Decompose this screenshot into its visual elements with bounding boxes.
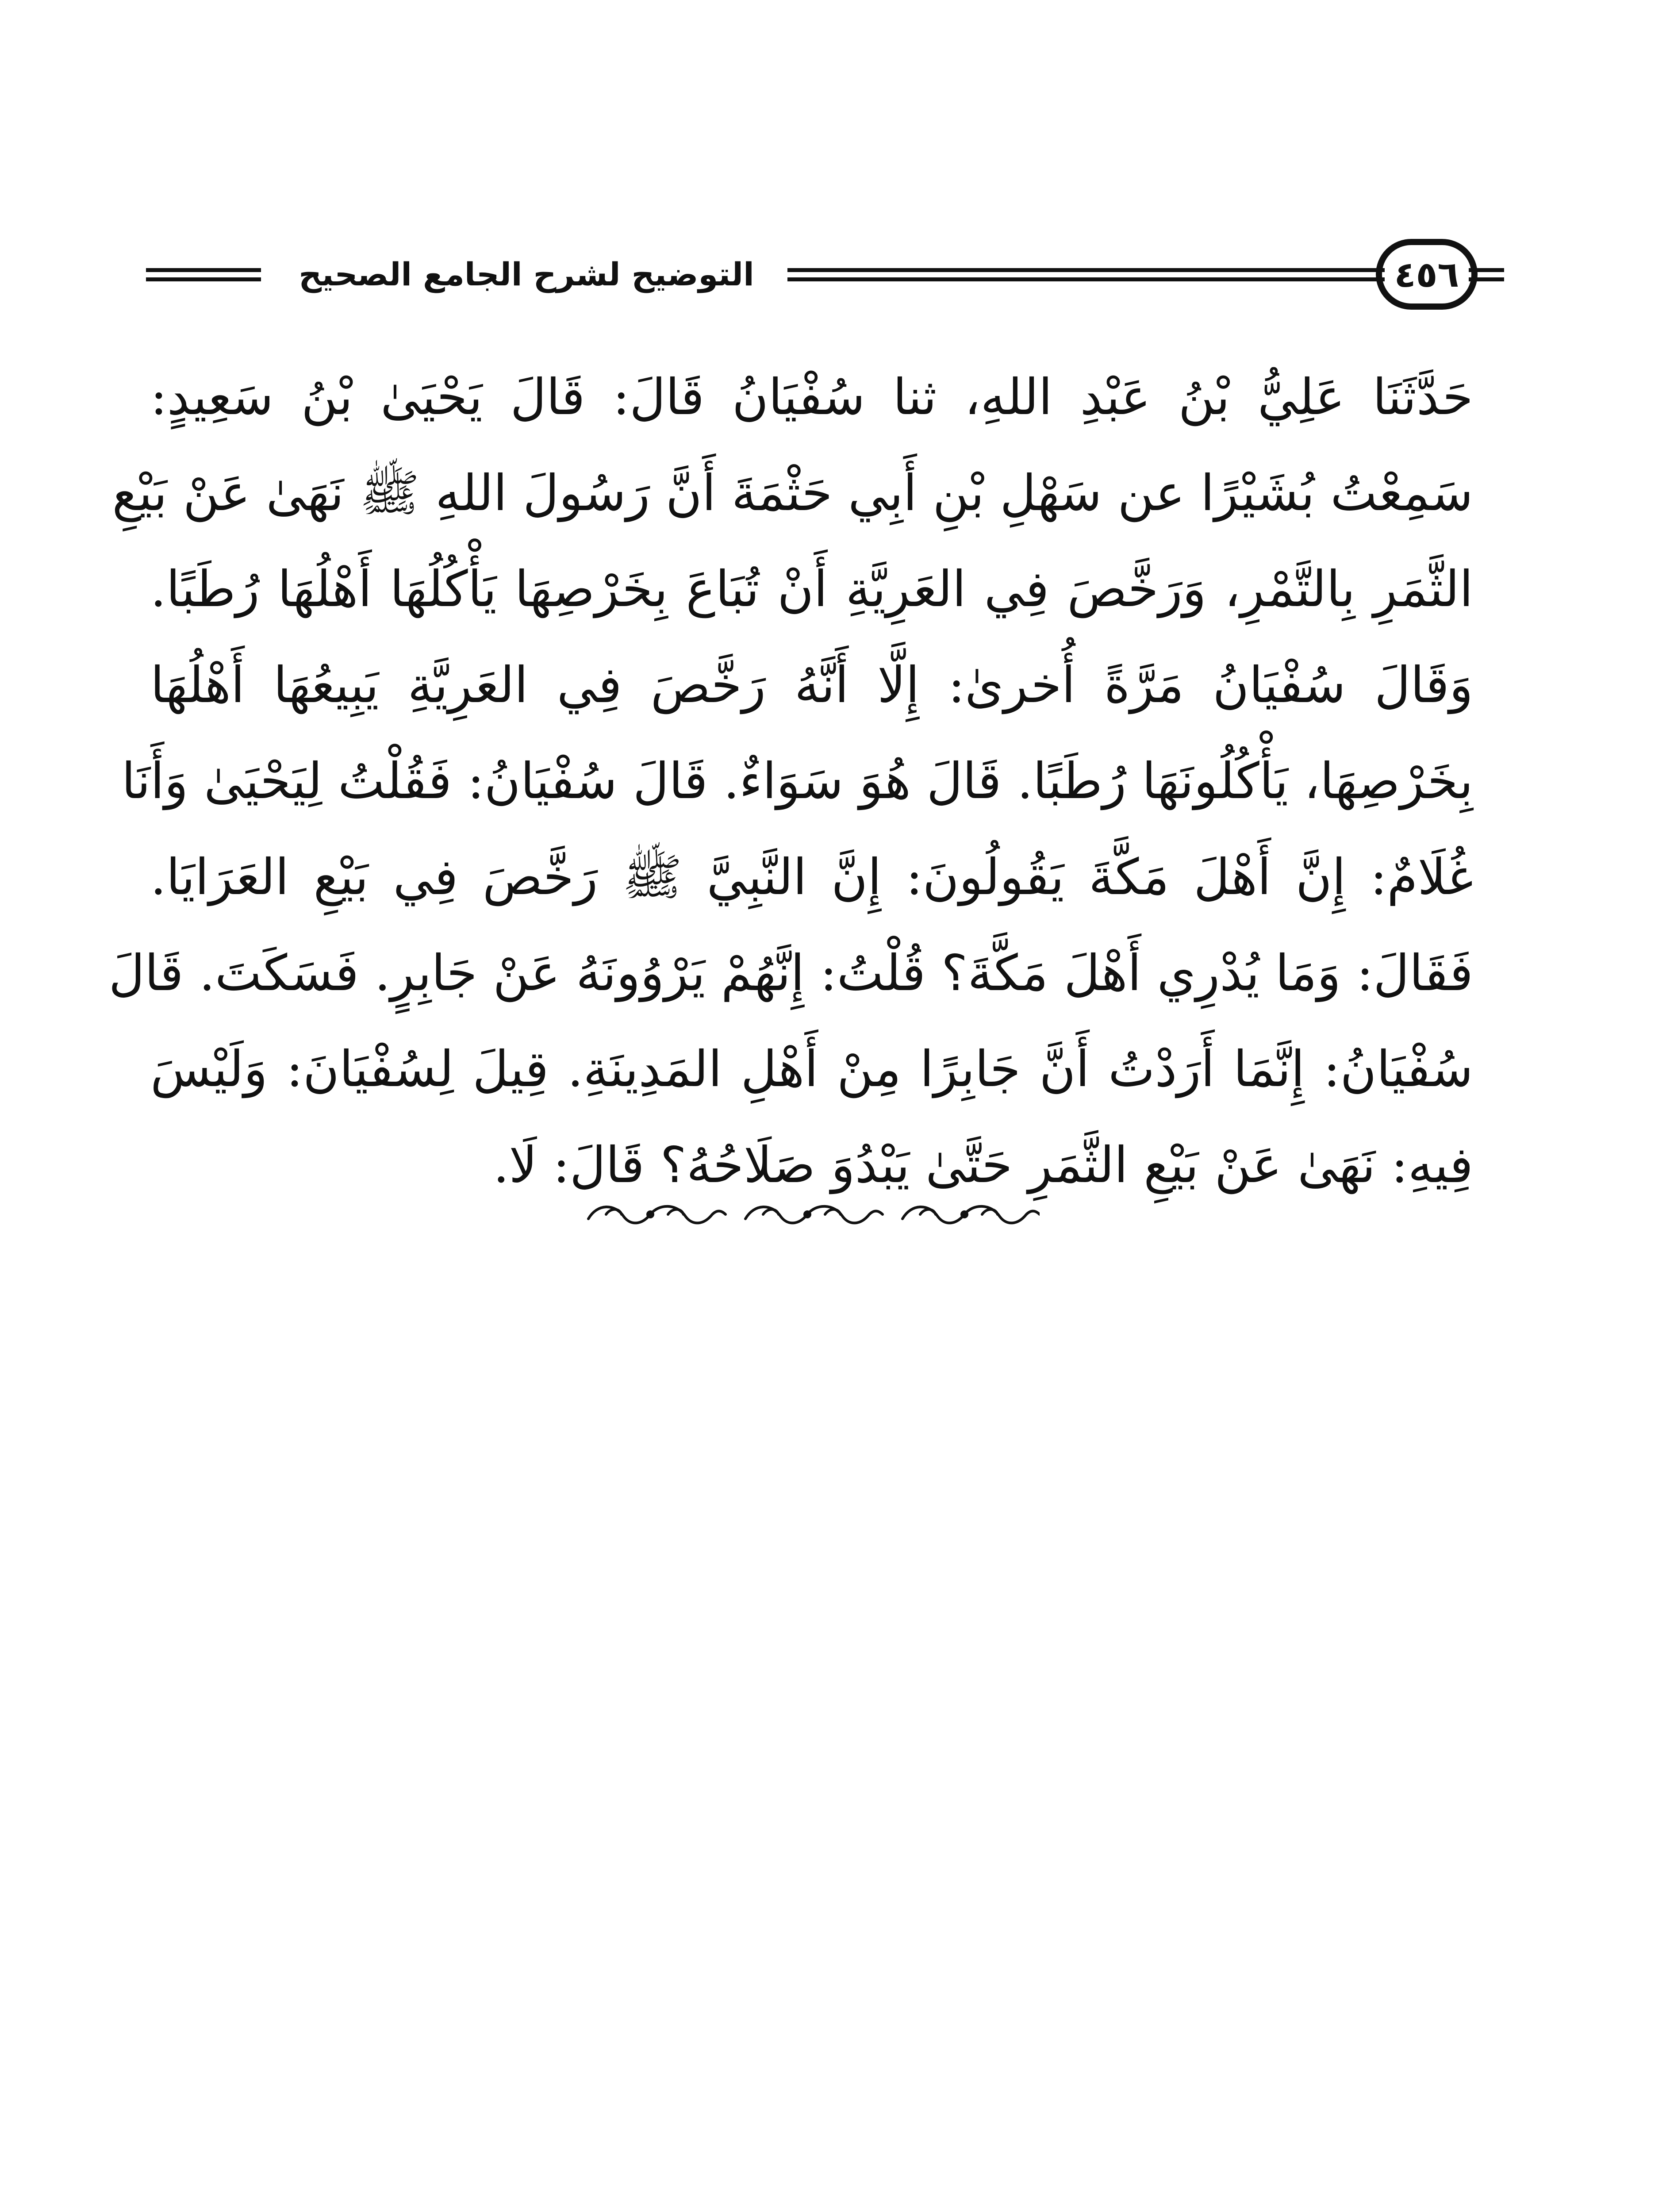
text-line-1: حَدَّثَنَا عَلِيُّ بْنُ عَبْدِ اللهِ، ثنا سُفْيَانُ قَالَ: قَالَ يَحْيَىٰ بْنُ سَعِيدٍ: [150, 369, 1473, 426]
floral-divider-icon [580, 1194, 1040, 1234]
text-line-6: غُلَامٌ: إِنَّ أَهْلَ مَكَّةَ يَقُولُونَ: إِنَّ النَّبِيَّ ﷺ رَخَّصَ فِي بَيْعِ العَرَايَا. [150, 849, 1473, 906]
header-rule-left [146, 268, 261, 281]
text-line-4: وَقَالَ سُفْيَانُ مَرَّةً أُخرىٰ: إِلَّا أَنَّهُ رَخَّصَ فِي العَرِيَّةِ يَبِيعُهَا أَهْلُهَا [150, 657, 1473, 714]
running-header [146, 239, 1491, 314]
page-number-badge [1376, 239, 1478, 310]
ornament-unit-1 [588, 1206, 726, 1223]
page-number: ٤٥٦ [1394, 253, 1459, 295]
text-line-7: فَقَالَ: وَمَا يُدْرِي أَهْلَ مَكَّةَ؟ قُلْتُ: إِنَّهُمْ يَرْوُونَهُ عَنْ جَابِرٍ. فَسَكَتَ. قَالَ [108, 945, 1473, 1002]
ornament-unit-3 [902, 1206, 1040, 1223]
hadith-text [108, 349, 1473, 1214]
text-line-5: بِخَرْصِهَا، يَأْكُلُونَهَا رُطَبًا. قَالَ هُوَ سَوَاءٌ. قَالَ سُفْيَانُ: فَقُلْتُ لِيَحْيَىٰ وَأَنَا [121, 753, 1473, 810]
ornament-unit-2 [745, 1206, 883, 1223]
text-line-9: فِيهِ: نَهَىٰ عَنْ بَيْعِ الثَّمَرِ حَتَّىٰ يَبْدُوَ صَلَاحُهُ؟ قَالَ: لَا. [493, 1137, 1473, 1194]
header-rule-right [1469, 268, 1504, 281]
running-title: التوضيح لشرح الجامع الصحيح [299, 256, 754, 293]
text-line-8: سُفْيَانُ: إِنَّمَا أَرَدْتُ أَنَّ جَابِرًا مِنْ أَهْلِ المَدِينَةِ. قِيلَ لِسُفْيَانَ: وَلَيْسَ [150, 1041, 1473, 1098]
text-line-2: سَمِعْتُ بُشَيْرًا عن سَهْلِ بْنِ أَبِي حَثْمَةَ أَنَّ رَسُولَ اللهِ ﷺ نَهَىٰ عَنْ بَيْعِ [112, 465, 1473, 522]
header-rule-middle [787, 268, 1385, 281]
text-line-3: الثَّمَرِ بِالتَّمْرِ، وَرَخَّصَ فِي العَرِيَّةِ أَنْ تُبَاعَ بِخَرْصِهَا يَأْكُلُهَا أَهْلُهَا رُطَبًا. [150, 561, 1473, 618]
